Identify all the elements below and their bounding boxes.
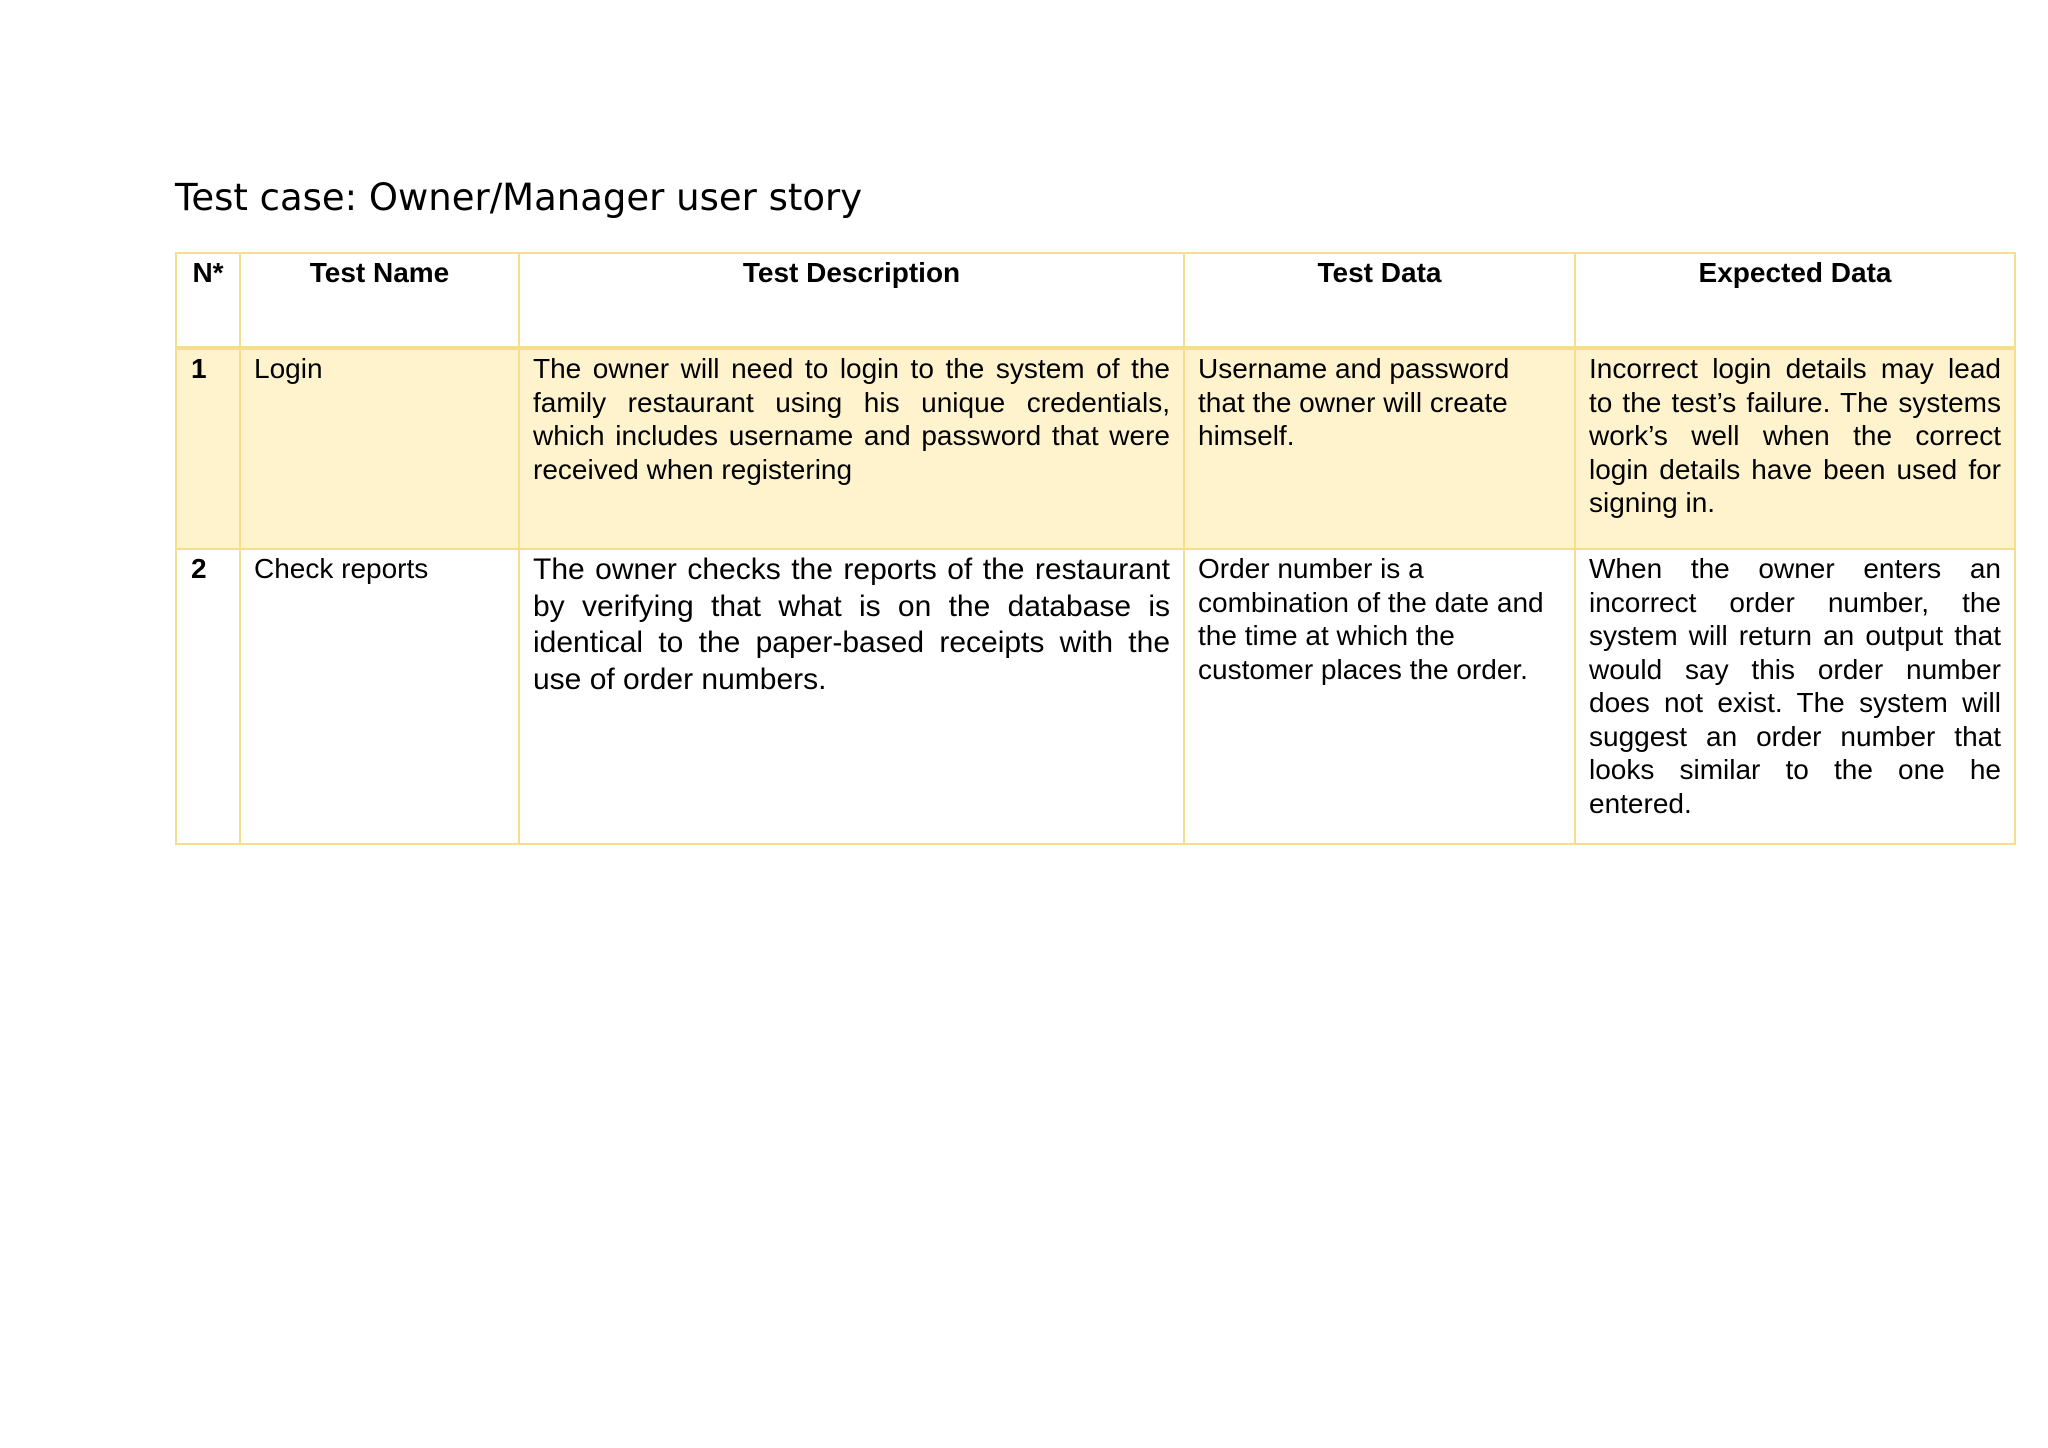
column-header-test-description: Test Description — [519, 253, 1184, 348]
test-name-cell: Login — [240, 348, 519, 549]
test-description-cell: The owner will need to login to the system of the family restaurant using his unique credentials, which includes username and password that were received when registering — [519, 348, 1184, 549]
table-row — [176, 549, 2015, 844]
row-number: 2 — [176, 549, 240, 844]
table-row — [176, 348, 2015, 549]
table-header-row — [176, 253, 2015, 348]
test-data-cell: Username and password that the owner will create himself. — [1184, 348, 1575, 549]
column-header-test-data: Test Data — [1184, 253, 1575, 348]
expected-data-cell: When the owner enters an incorrect order number, the system will return an output that would say this order number does not exist. The system will suggest an order number that looks similar to the one he entered. — [1575, 549, 2015, 844]
page-title: Test case: Owner/Manager user story — [175, 176, 863, 219]
row-number: 1 — [176, 348, 240, 549]
column-header-test-name: Test Name — [240, 253, 519, 348]
expected-data-cell: Incorrect login details may lead to the test’s failure. The systems work’s well when the correct login details have been used for signing in. — [1575, 348, 2015, 549]
column-header-number: N* — [176, 253, 240, 348]
column-header-expected-data: Expected Data — [1575, 253, 2015, 348]
test-name-cell: Check reports — [240, 549, 519, 844]
test-case-table — [175, 252, 2016, 845]
test-description-cell: The owner checks the reports of the restaurant by verifying that what is on the database is identical to the paper-based receipts with the use of order numbers. — [519, 549, 1184, 844]
test-data-cell: Order number is a combination of the date and the time at which the customer places the order. — [1184, 549, 1575, 844]
